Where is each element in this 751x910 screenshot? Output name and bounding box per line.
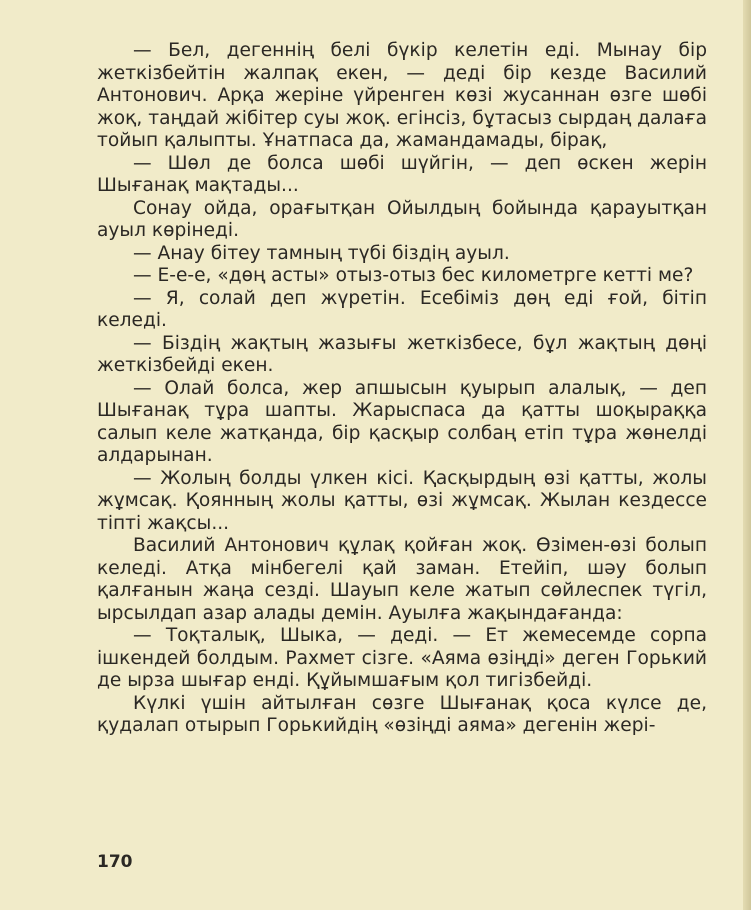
paragraph: — Шөл де болса шөбі шүйгін, — деп өскен жерін Шығанақ мақтады... [97, 152, 707, 196]
paragraph: Сонау ойда, орағытқан Ойылдың бойында қарауытқан ауыл көрінеді. [97, 197, 707, 241]
paragraph: — Анау бітеу тамның түбі біздің ауыл. [133, 242, 510, 264]
paragraph: — Тоқталық, Шыка, — деді. — Ет жемесемде сорпа ішкендей болдым. Рахмет сізге. «Аяма өзіңді» деген Горький де ырза шығар енді. Құйымшағым қол тигізбейді. [97, 625, 707, 691]
paragraph: — Бел, дегеннің белі бүкір келетін еді. Мынау бір жеткізбейтін жалпақ екен, — деді бір кезде Василий Антонович. Арқа жеріне үйренген көзі жусаннан өзге шөбі жоқ, таңдай жібітер суы жоқ. егінсіз, бұтасыз сырдаң далаға тойып қалыпты. Ұнатпаса да, жамандамады, бірақ, [97, 40, 707, 151]
paragraph: Василий Антонович құлақ қойған жоқ. Өзімен-өзі болып келеді. Атқа мінбегелі қай заман. Етейіп, шәу болып қалғанын жаңа сезді. Шауып келе жатып сөйлеспек түгіл, ырсылдап азар алады демін. Ауылға жақындағанда: [97, 535, 707, 624]
paragraph: — Я, солай деп жүретін. Есебіміз дөң еді ғой, бітіп келеді. [97, 287, 707, 331]
paragraph: — Біздің жақтың жазығы жеткізбесе, бұл жақтың дөңі жеткізбейді екен. [97, 332, 707, 376]
page-body-text [97, 40, 707, 738]
page-number: 170 [97, 852, 133, 872]
paragraph: — Е-е-е, «дөң асты» отыз-отыз бес километрге кетті ме? [133, 265, 694, 286]
paragraph: Күлкі үшін айтылған сөзге Шығанақ қоса күлсе де, қудалап отырып Горькийдің «өзіңді аяма» дегенін жері- [97, 692, 707, 736]
paragraph: — Олай болса, жер апшысын қуырып алалық, — деп Шығанақ тұра шапты. Жарыспаса да қатты шоқыраққа салып келе жатқанда, бір қасқыр солбаң етіп тұра жөнелді алдарынан. [97, 377, 707, 466]
paragraph: — Жолың болды үлкен кісі. Қасқырдың өзі қатты, жолы жұмсақ. Қоянның жолы қатты, өзі жұмсақ. Жылан кездессе тіпті жақсы... [97, 467, 707, 534]
page-gutter-shadow [743, 0, 751, 910]
